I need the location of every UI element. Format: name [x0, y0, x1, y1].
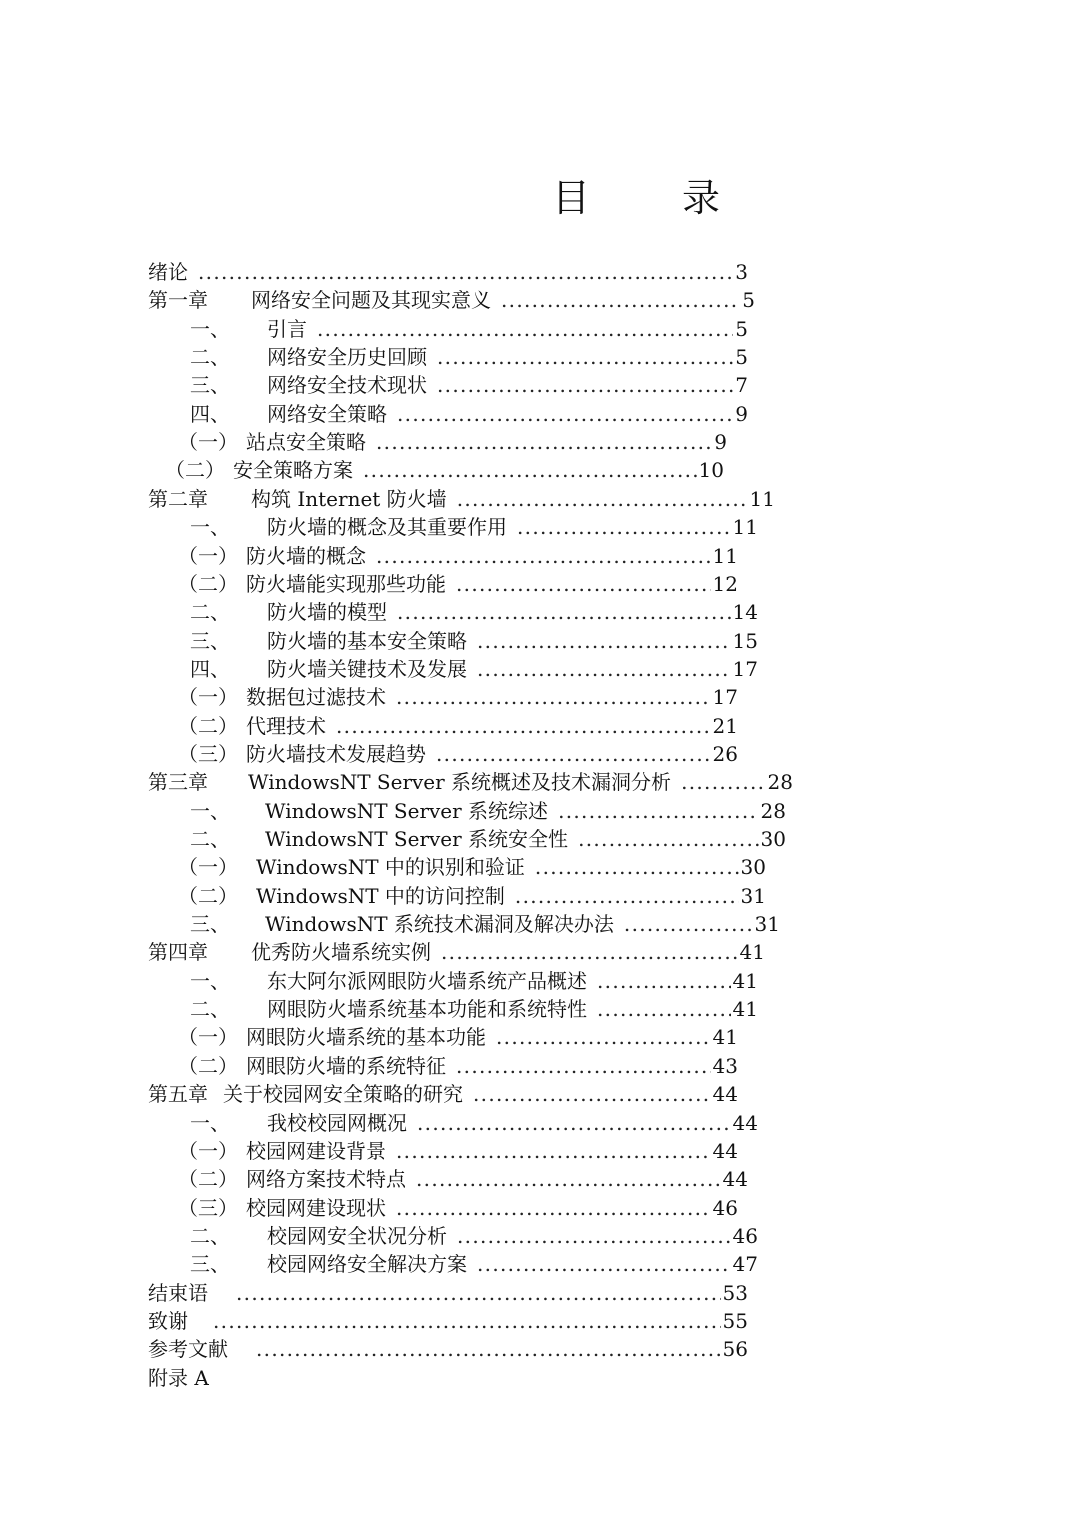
toc-leader-dots	[437, 343, 733, 371]
toc-entry-page: 31	[740, 884, 766, 908]
toc-entry-title: WindowsNT Server 系统概述及技术漏洞分析	[248, 770, 672, 794]
toc-entry-number: 附录 A	[148, 1366, 209, 1390]
toc-entry-title: 防火墙的概念及其重要作用	[267, 515, 507, 539]
toc-leader-dots	[436, 740, 711, 768]
toc-entry-page: 15	[732, 629, 758, 653]
toc-entry[interactable]	[178, 542, 738, 570]
toc-leader-dots	[396, 683, 711, 711]
toc-entry[interactable]	[178, 882, 766, 910]
toc-entry-number: （三）	[178, 1196, 238, 1220]
toc-entry[interactable]	[190, 967, 758, 995]
toc-leader-dots	[456, 1052, 711, 1080]
toc-entry-number: 一、	[190, 317, 230, 341]
toc-entry[interactable]	[190, 797, 786, 825]
toc-entry[interactable]	[148, 1279, 748, 1307]
toc-entry-page: 44	[712, 1139, 738, 1163]
toc-leader-dots	[457, 485, 748, 513]
toc-entry[interactable]	[178, 683, 738, 711]
toc-entry-page: 55	[722, 1309, 748, 1333]
toc-leader-dots	[416, 1165, 721, 1193]
toc-entry-page: 7	[735, 373, 748, 397]
toc-entry-page: 44	[712, 1082, 738, 1106]
toc-entry[interactable]	[178, 1165, 748, 1193]
toc-entry-page: 5	[735, 345, 748, 369]
toc-entry-title: 东大阿尔派网眼防火墙系统产品概述	[267, 969, 587, 993]
toc-leader-dots	[624, 910, 753, 938]
toc-entry-title: 校园网建设现状	[246, 1196, 386, 1220]
toc-entry-title: 防火墙的模型	[267, 600, 387, 624]
toc-entry-number: 三、	[190, 629, 230, 653]
toc-entry-number: 二、	[190, 997, 230, 1021]
toc-entry-page: 43	[712, 1054, 738, 1078]
toc-entry-number: 一、	[190, 1111, 230, 1135]
toc-entry-page: 10	[698, 458, 724, 482]
toc-entry-number: （一）	[178, 430, 238, 454]
toc-entry[interactable]	[178, 428, 727, 456]
toc-leader-dots	[597, 967, 731, 995]
toc-entry-title: 网络安全历史回顾	[267, 345, 427, 369]
toc-title	[0, 172, 1087, 232]
toc-entry-page: 12	[712, 572, 738, 596]
toc-entry[interactable]	[190, 995, 758, 1023]
toc-entry-page: 41	[712, 1025, 738, 1049]
toc-entry-page: 9	[714, 430, 727, 454]
toc-entry-title: 代理技术	[246, 714, 326, 738]
toc-entry-title: WindowsNT 中的访问控制	[256, 884, 505, 908]
toc-entry[interactable]	[190, 655, 758, 683]
toc-entry-title: 网络安全技术现状	[267, 373, 427, 397]
toc-entry-page: 3	[735, 260, 748, 284]
toc-entry-page: 53	[722, 1281, 748, 1305]
toc-entry[interactable]	[148, 258, 748, 286]
toc-leader-dots	[417, 1109, 731, 1137]
toc-entry[interactable]	[190, 371, 748, 399]
toc-entry-page: 28	[760, 799, 786, 823]
toc-entry[interactable]	[190, 1222, 758, 1250]
toc-entry-number: 一、	[190, 515, 230, 539]
toc-entry[interactable]	[190, 598, 758, 626]
toc-entry[interactable]	[148, 1307, 748, 1335]
toc-entry-title: 防火墙关键技术及发展	[267, 657, 467, 681]
toc-entry-page: 28	[767, 770, 793, 794]
toc-entry-title: 我校校园网概况	[267, 1111, 407, 1135]
toc-entry[interactable]	[190, 1109, 758, 1137]
toc-entry-page: 5	[735, 317, 748, 341]
toc-entry-title: 数据包过滤技术	[246, 685, 386, 709]
toc-entry[interactable]	[148, 1335, 748, 1363]
toc-entry-page: 47	[732, 1252, 758, 1276]
toc-entry-number: （一）	[178, 855, 238, 879]
toc-leader-dots	[477, 655, 731, 683]
toc-entry-title: 构筑 Internet 防火墙	[251, 487, 447, 511]
toc-entry-number: 一、	[190, 799, 230, 823]
toc-entry-title: WindowsNT Server 系统综述	[265, 799, 549, 823]
toc-entry-number: （一）	[178, 544, 238, 568]
toc-leader-dots	[317, 315, 733, 343]
toc-title-char-1: 目	[552, 176, 591, 220]
toc-entry-number: （二）	[178, 714, 238, 738]
toc-entry[interactable]	[178, 570, 738, 598]
toc-entry-title: 安全策略方案	[233, 458, 353, 482]
toc-leader-dots	[437, 371, 733, 399]
toc-entry-number: 致谢	[148, 1309, 188, 1333]
toc-entry[interactable]	[178, 712, 738, 740]
toc-entry-title: 网络安全策略	[267, 402, 387, 426]
toc-leader-dots	[336, 712, 711, 740]
toc-entry-title: 防火墙的概念	[246, 544, 366, 568]
toc-entry-page: 46	[712, 1196, 738, 1220]
toc-entry-number: （二）	[178, 572, 238, 596]
toc-entry[interactable]	[148, 1364, 209, 1392]
toc-entry-title: 优秀防火墙系统实例	[251, 940, 431, 964]
toc-entry-number: （二）	[178, 1054, 238, 1078]
toc-entry-number: 三、	[190, 912, 230, 936]
toc-entry[interactable]	[190, 825, 786, 853]
toc-entry[interactable]	[148, 1080, 738, 1108]
toc-entry-page: 44	[732, 1111, 758, 1135]
toc-entry-page: 9	[735, 402, 748, 426]
toc-entry-number: （三）	[178, 742, 238, 766]
toc-entry-page: 44	[722, 1167, 748, 1191]
toc-entry[interactable]	[178, 1052, 738, 1080]
toc-entry-page: 5	[742, 288, 755, 312]
toc-entry-page: 46	[732, 1224, 758, 1248]
toc-leader-dots	[397, 598, 731, 626]
toc-entry-page: 14	[732, 600, 758, 624]
toc-entry-title: 关于校园网安全策略的研究	[223, 1082, 463, 1106]
toc-leader-dots	[396, 1194, 711, 1222]
toc-entry-page: 26	[712, 742, 738, 766]
toc-entry[interactable]	[190, 627, 758, 655]
toc-leader-dots	[456, 570, 711, 598]
toc-entry-number: 四、	[190, 402, 230, 426]
toc-entry-title: WindowsNT 中的识别和验证	[256, 855, 525, 879]
toc-leader-dots	[256, 1335, 721, 1363]
toc-leader-dots	[396, 1137, 711, 1165]
toc-leader-dots	[363, 456, 697, 484]
toc-entry[interactable]	[148, 768, 793, 796]
toc-entry-number: 参考文献	[148, 1337, 228, 1361]
toc-leader-dots	[477, 627, 731, 655]
toc-entry-page: 11	[749, 487, 775, 511]
toc-entry-page: 21	[712, 714, 738, 738]
toc-entry-title: 校园网建设背景	[246, 1139, 386, 1163]
toc-entry-page: 30	[760, 827, 786, 851]
toc-entry-page: 11	[732, 515, 758, 539]
toc-leader-dots	[535, 853, 739, 881]
toc-leader-dots	[457, 1222, 731, 1250]
toc-entry-number: （一）	[178, 1025, 238, 1049]
toc-entry-number: （二）	[178, 1167, 238, 1191]
toc-entry-number: 二、	[190, 345, 230, 369]
toc-entry[interactable]	[178, 1194, 738, 1222]
toc-entry[interactable]	[178, 740, 738, 768]
toc-entry[interactable]	[148, 938, 765, 966]
toc-leader-dots	[558, 797, 758, 825]
toc-title-char-2: 录	[682, 176, 721, 220]
toc-entry[interactable]	[190, 400, 748, 428]
toc-entry[interactable]	[178, 853, 766, 881]
toc-leader-dots	[597, 995, 731, 1023]
toc-entry-number: 第一章	[148, 288, 208, 312]
toc-entry-page: 41	[732, 997, 758, 1021]
toc-entry-title: 防火墙能实现那些功能	[246, 572, 446, 596]
toc-entry-number: 二、	[190, 827, 230, 851]
toc-entry[interactable]	[190, 315, 748, 343]
toc-entry-title: 校园网络安全解决方案	[267, 1252, 467, 1276]
toc-entry[interactable]	[148, 286, 755, 314]
toc-entry-title: 防火墙的基本安全策略	[267, 629, 467, 653]
toc-entry-page: 31	[754, 912, 780, 936]
toc-leader-dots	[517, 513, 731, 541]
toc-entry[interactable]	[178, 1137, 738, 1165]
toc-entry-number: 第四章	[148, 940, 208, 964]
toc-entry-number: （二）	[178, 884, 238, 908]
toc-entry-title: 网眼防火墙的系统特征	[246, 1054, 446, 1078]
toc-entry-number: 绪论	[148, 260, 188, 284]
toc-entry-page: 41	[732, 969, 758, 993]
toc-entry-title: 网眼防火墙系统基本功能和系统特性	[267, 997, 587, 1021]
toc-entry-title: WindowsNT Server 系统安全性	[265, 827, 569, 851]
toc-leader-dots	[477, 1250, 731, 1278]
toc-entry-number: 三、	[190, 373, 230, 397]
toc-entry-title: WindowsNT 系统技术漏洞及解决办法	[265, 912, 614, 936]
toc-entry-number: （一）	[178, 1139, 238, 1163]
toc-leader-dots	[515, 882, 739, 910]
toc-leader-dots	[681, 768, 765, 796]
toc-entry-title: 校园网安全状况分析	[267, 1224, 447, 1248]
toc-entry-page: 17	[732, 657, 758, 681]
toc-entry-number: 一、	[190, 969, 230, 993]
toc-entry-number: 第五章	[148, 1082, 208, 1106]
toc-leader-dots	[376, 428, 712, 456]
toc-entry[interactable]	[178, 1023, 738, 1051]
toc-entry-page: 17	[712, 685, 738, 709]
toc-entry-number: （二）	[165, 458, 225, 482]
toc-leader-dots	[496, 1023, 711, 1051]
toc-leader-dots	[198, 258, 733, 286]
toc-entry-number: 四、	[190, 657, 230, 681]
toc-entry-title: 网眼防火墙系统的基本功能	[246, 1025, 486, 1049]
toc-leader-dots	[578, 825, 758, 853]
toc-entry[interactable]	[190, 513, 758, 541]
toc-leader-dots	[397, 400, 733, 428]
toc-entry-title: 站点安全策略	[246, 430, 366, 454]
toc-entry-number: 结束语	[148, 1281, 208, 1305]
toc-entry-page: 41	[739, 940, 765, 964]
toc-leader-dots	[473, 1080, 711, 1108]
toc-entry[interactable]	[190, 343, 748, 371]
toc-entry-title: 防火墙技术发展趋势	[246, 742, 426, 766]
toc-entry[interactable]	[190, 910, 780, 938]
toc-leader-dots	[441, 938, 738, 966]
toc-entry-number: 二、	[190, 600, 230, 624]
toc-entry-page: 56	[722, 1337, 748, 1361]
toc-entry[interactable]	[190, 1250, 758, 1278]
toc-entry[interactable]	[165, 456, 724, 484]
toc-entry-number: （一）	[178, 685, 238, 709]
toc-entry-number: 第二章	[148, 487, 208, 511]
toc-leader-dots	[376, 542, 711, 570]
toc-entry-title: 网络方案技术特点	[246, 1167, 406, 1191]
toc-leader-dots	[213, 1307, 721, 1335]
toc-entry[interactable]	[148, 485, 775, 513]
toc-entry-page: 11	[712, 544, 738, 568]
toc-entry-number: 三、	[190, 1252, 230, 1276]
toc-entry-title: 网络安全问题及其现实意义	[251, 288, 491, 312]
toc-entry-page: 30	[740, 855, 766, 879]
toc-leader-dots	[501, 286, 740, 314]
toc-leader-dots	[236, 1279, 721, 1307]
toc-entry-number: 二、	[190, 1224, 230, 1248]
toc-entry-number: 第三章	[148, 770, 208, 794]
toc-entry-title: 引言	[267, 317, 307, 341]
